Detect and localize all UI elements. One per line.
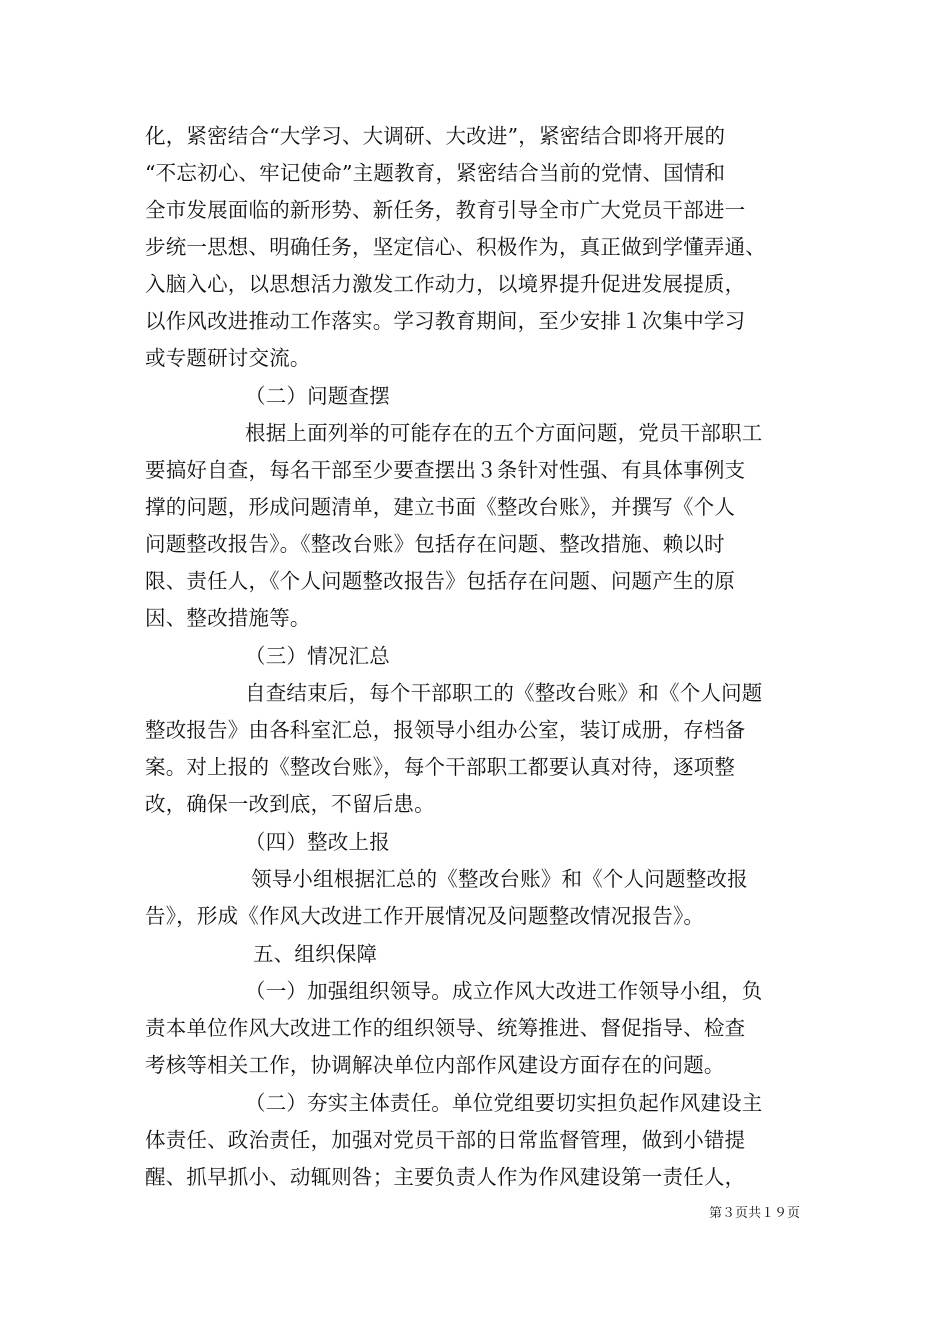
text-line: 以作风改进推动工作落实。学习教育期间，至少安排１次集中学习 — [145, 309, 746, 333]
document-body — [145, 118, 825, 1196]
text-line: 化，紧密结合“大学习、大调研、大改进”，紧密结合即将开展的 — [145, 124, 726, 148]
text-line: 醒、抓早抓小、动辄则咎；主要负责人作为作风建设第一责任人， — [145, 1165, 746, 1189]
text-line: 整改报告》由各科室汇总，报领导小组办公室，装订成册，存档备 — [145, 718, 746, 742]
text-line: 入脑入心，以思想活力激发工作动力，以境界提升促进发展提质， — [145, 272, 746, 296]
paragraph-strengthen-leadership — [145, 973, 825, 1084]
text-line: 体责任、政治责任，加强对党员干部的日常监督管理，做到小错提 — [145, 1128, 746, 1152]
heading-problem-check: （二）问题查摆 — [245, 384, 390, 408]
text-line: 自查结束后，每个干部职工的《整改台账》和《个人问题 — [245, 681, 763, 705]
text-line: 改，确保一改到底，不留后患。 — [145, 792, 435, 816]
text-line: 案。对上报的《整改台账》，每个干部职工都要认真对待，逐项整 — [145, 755, 736, 779]
paragraph-summary — [145, 675, 825, 823]
text-line: 领导小组根据汇总的《整改台账》和《个人问题整改报 — [251, 867, 748, 891]
text-line: （一）加强组织领导。成立作风大改进工作领导小组，负 — [245, 979, 763, 1003]
text-line: 要搞好自查，每名干部至少要查摆出３条针对性强、有具体事例支 — [145, 458, 746, 482]
text-line: “不忘初心、牢记使命”主题教育，紧密结合当前的党情、国情和 — [145, 161, 726, 185]
paragraph-rectification-report — [145, 861, 825, 935]
text-line: 告》，形成《作风大改进工作开展情况及问题整改情况报告》。 — [145, 904, 705, 928]
text-line: 因、整改措施等。 — [145, 606, 311, 630]
heading-rectification-report: （四）整改上报 — [245, 830, 390, 854]
paragraph-problem-check — [145, 415, 825, 637]
text-line: （二）夯实主体责任。单位党组要切实担负起作风建设主 — [245, 1091, 763, 1115]
text-line: 限、责任人，《个人问题整改报告》包括存在问题、问题产生的原 — [145, 569, 736, 593]
text-line: 全市发展面临的新形势、新任务，教育引导全市广大党员干部进一 — [145, 198, 746, 222]
text-line: 考核等相关工作，协调解决单位内部作风建设方面存在的问题。 — [145, 1053, 725, 1077]
heading-summary: （三）情况汇总 — [245, 644, 390, 668]
text-line: 根据上面列举的可能存在的五个方面问题，党员干部职工 — [245, 421, 763, 445]
paragraph-study-education — [145, 118, 825, 377]
page-number: 第３页共１９页 — [709, 1206, 801, 1221]
text-line: 撑的问题，形成问题清单，建立书面《整改台账》，并撰写《个人 — [145, 495, 736, 519]
text-line: 责本单位作风大改进工作的组织领导、统筹推进、督促指导、检查 — [145, 1016, 746, 1040]
paragraph-main-responsibility — [145, 1085, 825, 1196]
heading-organization-guarantee: 五、组织保障 — [253, 942, 378, 966]
text-line: 问题整改报告》。《整改台账》包括存在问题、整改措施、赖以时 — [145, 532, 725, 556]
text-line: 或专题研讨交流。 — [145, 346, 311, 370]
text-line: 步统一思想、明确任务，坚定信心、积极作为，真正做到学懂弄通、 — [145, 235, 766, 259]
